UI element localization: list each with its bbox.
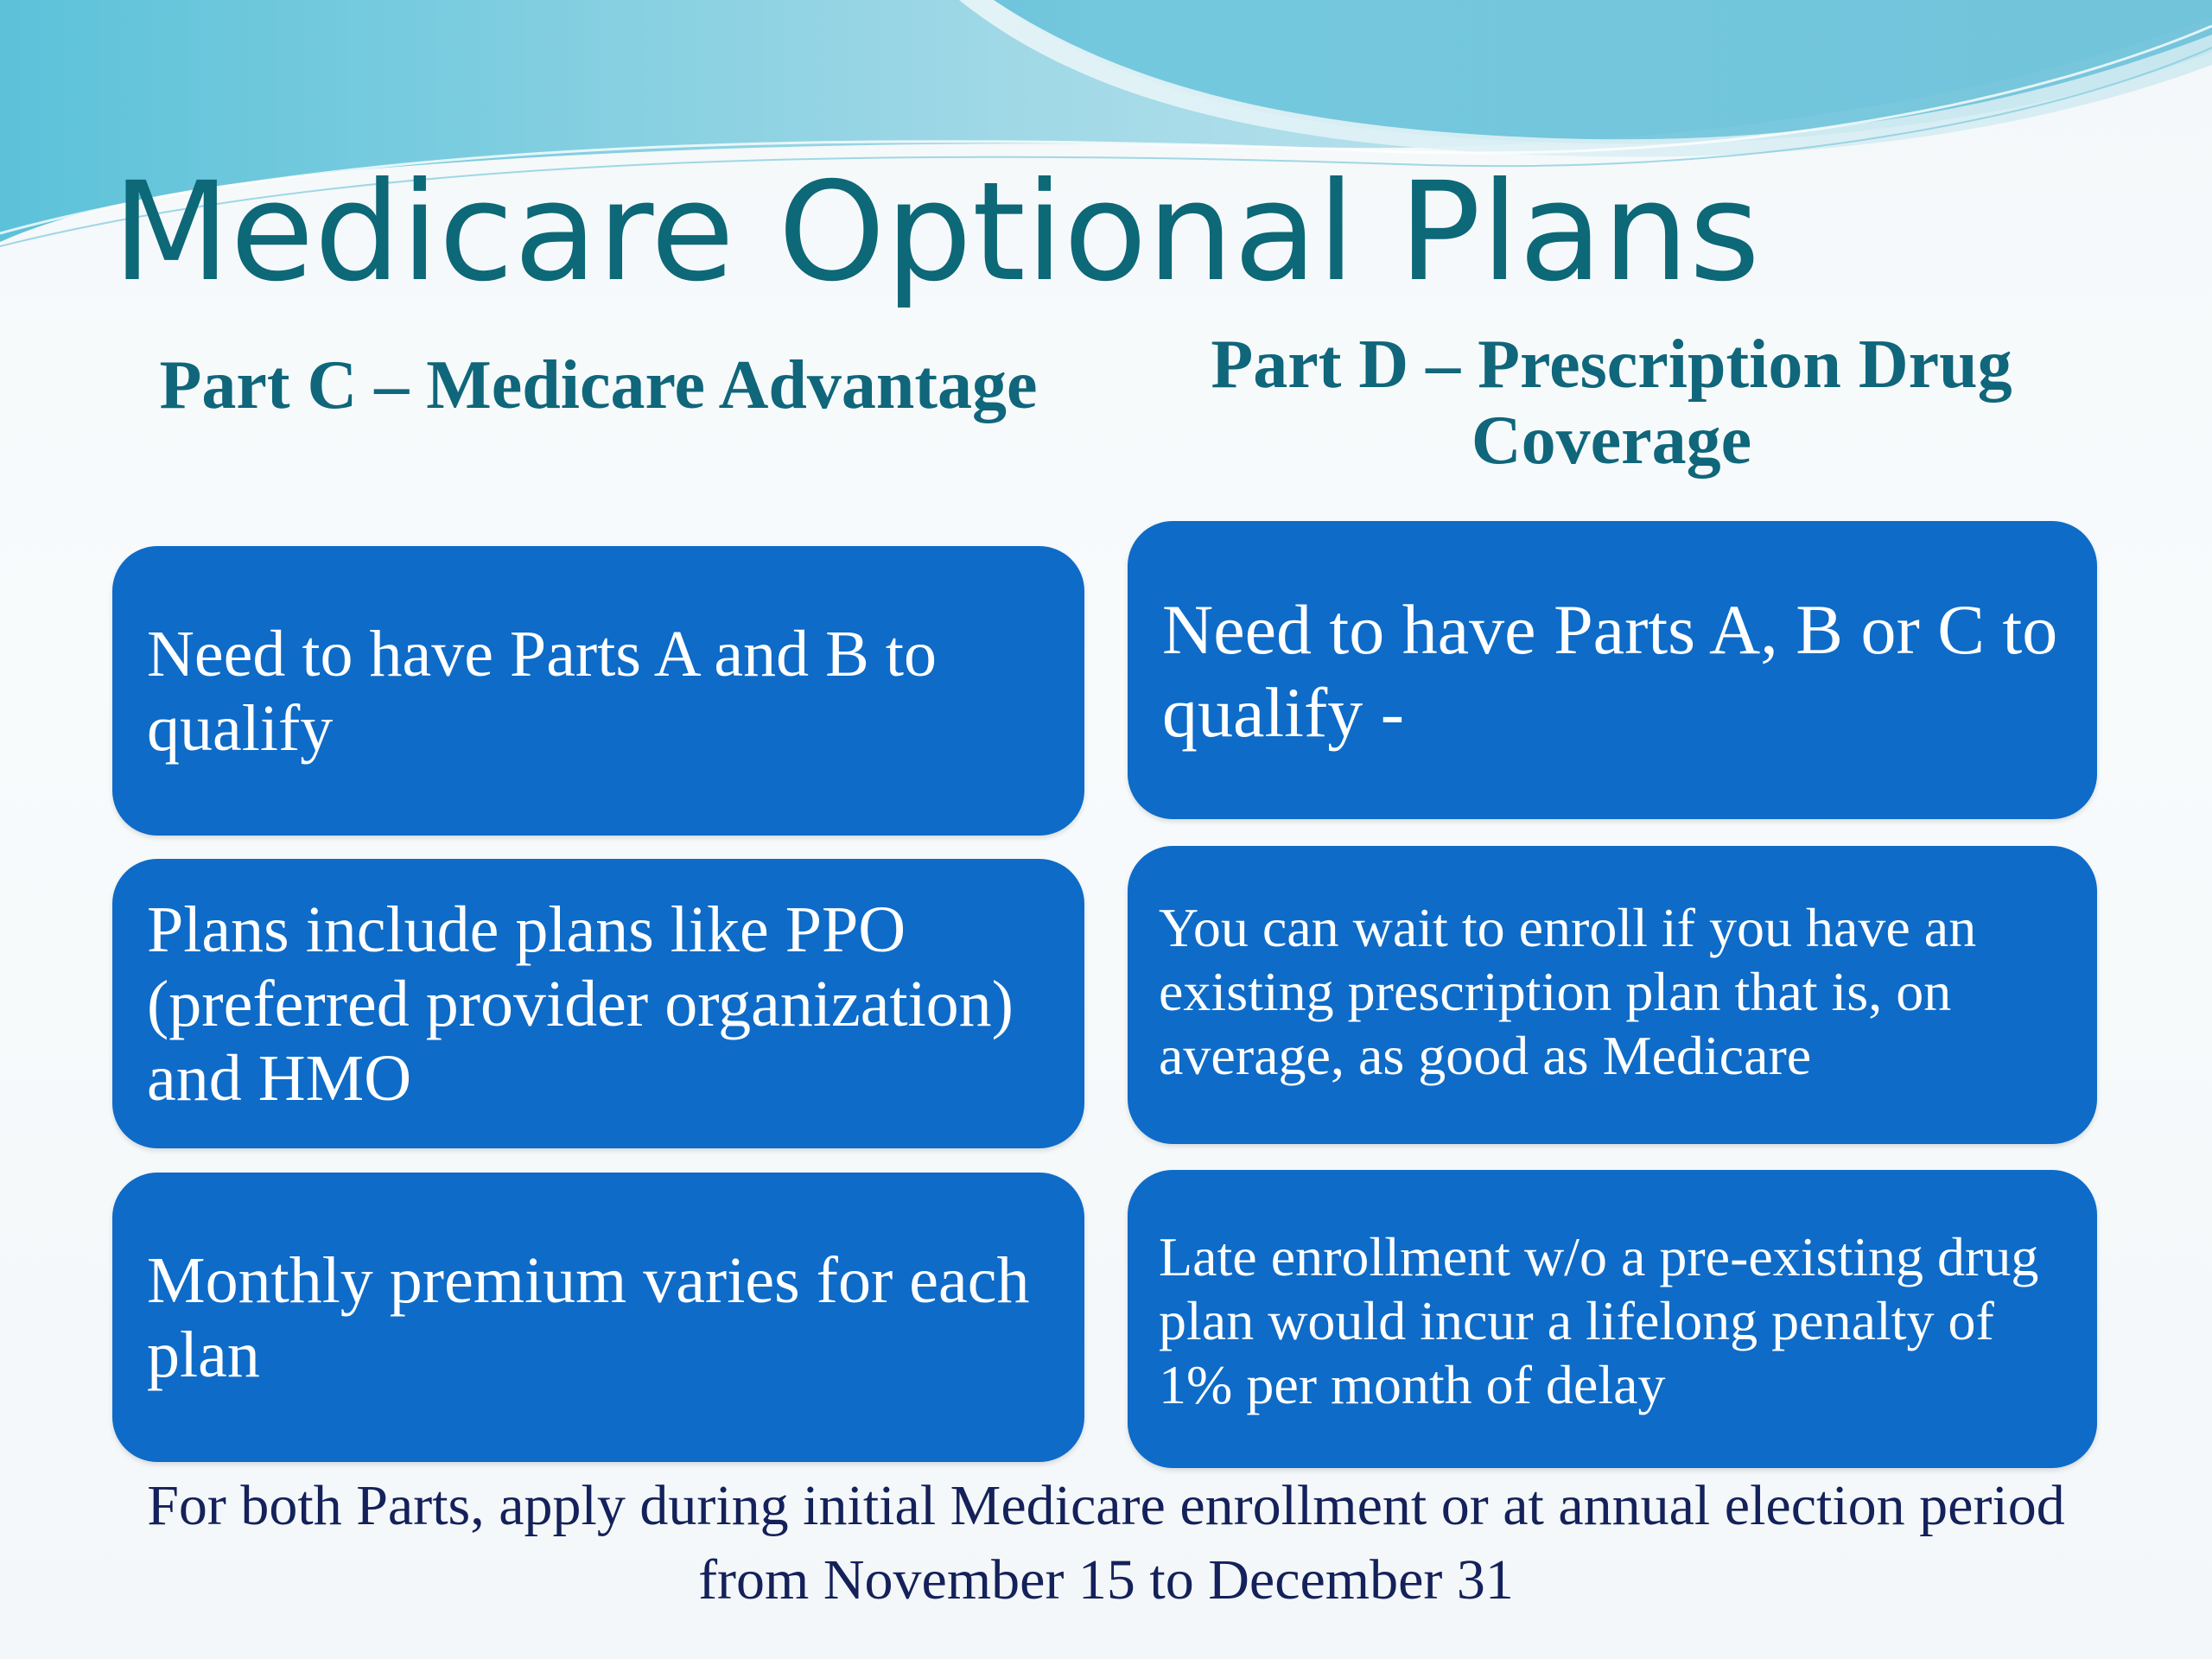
- heading-part-d: Part D – Prescription Drug Coverage: [1211, 327, 2012, 479]
- part-c-box-premium-text: Monthly premium varies for each plan: [147, 1243, 1030, 1391]
- part-c-box-qualify-text: Need to have Parts A and B to qualify: [147, 617, 937, 765]
- part-d-box-wait-to-enroll-text: You can wait to enroll if you have an existing prescription plan that is, on average, as good as Medicare: [1159, 897, 1977, 1086]
- part-d-box-late-penalty: [1128, 1170, 2097, 1468]
- part-d-box-late-penalty-text: Late enrollment w/o a pre-existing drug plan would incur a lifelong penalty of 1% per month of delay: [1159, 1226, 2039, 1415]
- page-title: Medicare Optional Plans: [112, 153, 1761, 312]
- part-c-box-plan-types: [112, 859, 1084, 1148]
- part-c-box-premium: [112, 1173, 1084, 1462]
- part-d-box-qualify-text: Need to have Parts A, B or C to qualify -: [1162, 590, 2058, 752]
- heading-part-c: Part C – Medicare Advantage: [159, 347, 1038, 423]
- part-d-box-wait-to-enroll: [1128, 846, 2097, 1144]
- part-d-box-qualify: [1128, 521, 2097, 819]
- part-c-box-plan-types-text: Plans include plans like PPO (preferred provider organization) and HMO: [147, 893, 1014, 1115]
- part-c-box-qualify: [112, 546, 1084, 836]
- footer-note: For both Parts, apply during initial Medicare enrollment or at annual election period from November 15 to December 31: [147, 1474, 2065, 1611]
